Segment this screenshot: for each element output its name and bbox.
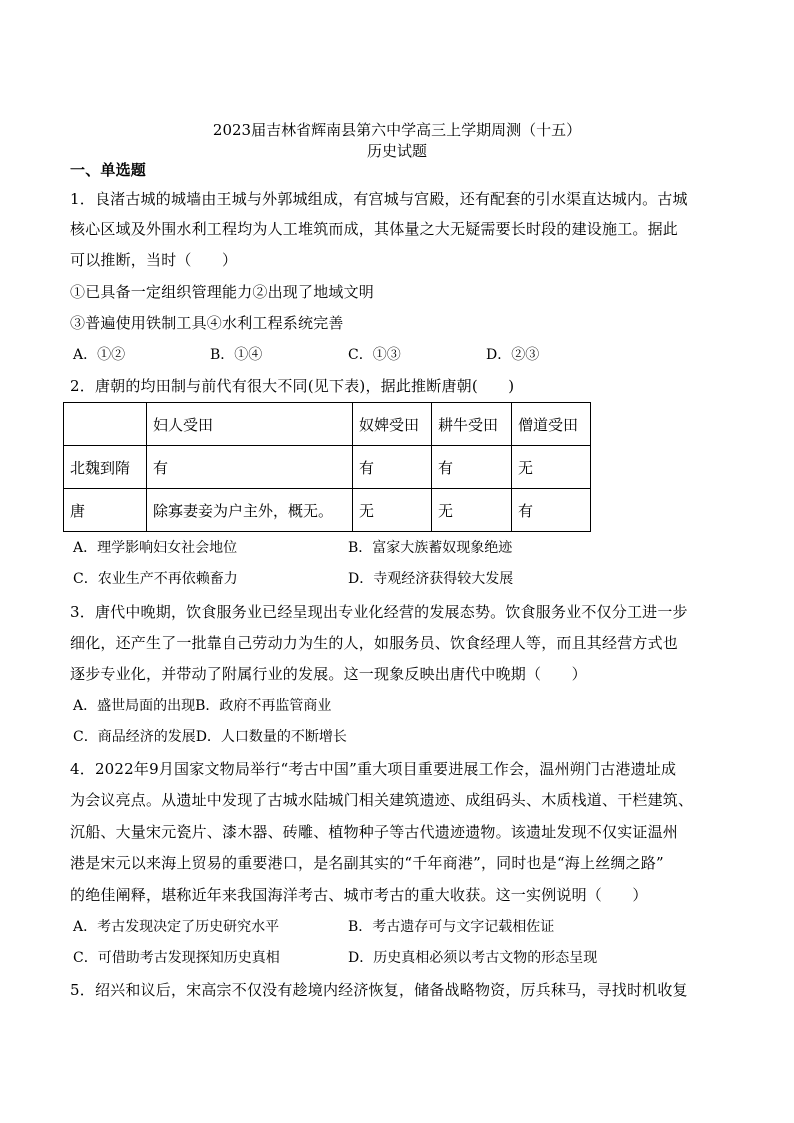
q4-option-a: A．考古发现决定了历史研究水平 (73, 919, 280, 935)
q3-option-ab: A．盛世局面的出现B．政府不再监管商业 (73, 698, 332, 714)
q1-line-1: 1．良渚古城的城墙由王城与外郭城组成，有宫城与宫殿，还有配套的引水渠直达城内。古城 (70, 190, 688, 208)
q1-line-3: 可以推断，当时（ ） (70, 251, 238, 269)
table-header-cell: 僧道受田 (512, 403, 591, 446)
section-heading: 一、单选题 (70, 161, 147, 179)
q1-option-a: A．①② (73, 347, 126, 363)
q4-option-c: C．可借助考古发现探知历史真相 (73, 950, 280, 966)
land-system-table (63, 402, 591, 532)
q1-option-b: B．①④ (210, 347, 263, 363)
table-cell: 无 (432, 489, 512, 532)
q4-line-4: 港是宋元以来海上贸易的重要港口，是名副其实的“千年商港”，同时也是“海上丝绸之路” (70, 854, 664, 872)
table-header-row (64, 403, 591, 446)
table-cell (64, 403, 147, 446)
table-cell: 唐 (64, 489, 147, 532)
table-cell: 有 (353, 446, 432, 489)
q1-line-2: 核心区域及外围水利工程均为人工堆筑而成，其体量之大无疑需要长时段的建设施工。据此 (70, 220, 679, 238)
table-header-cell: 奴婢受田 (353, 403, 432, 446)
table-row (64, 489, 591, 532)
q4-line-3: 沉船、大量宋元瓷片、漆木器、砖雕、植物种子等古代遗迹遗物。该遗址发现不仅实证温州 (70, 823, 679, 841)
q1-option-d: D．②③ (486, 347, 540, 363)
q2-stem: 2．唐朝的均田制与前代有很大不同(见下表)，据此推断唐朝( ) (70, 377, 515, 395)
q2-option-a: A．理学影响妇女社会地位 (73, 540, 238, 556)
table-cell: 有 (432, 446, 512, 489)
q3-line-2: 细化，还产生了一批靠自己劳动力为生的人，如服务员、饮食经理人等，而且其经营方式也 (70, 634, 679, 652)
table-row (64, 446, 591, 489)
exam-title: 2023届吉林省辉南县第六中学高三上学期周测（十五） (212, 121, 582, 139)
q4-line-1: 4．2022年9月国家文物局举行“考古中国”重大项目重要进展工作会，温州朔门古港遗址成 (70, 760, 677, 778)
table-cell: 有 (512, 489, 591, 532)
q2-option-b: B．富家大族蓄奴现象绝迹 (348, 540, 513, 556)
table-cell: 无 (353, 489, 432, 532)
q5-line-1: 5．绍兴和议后，宋高宗不仅没有趁境内经济恢复，储备战略物资，厉兵秣马，寻找时机收复 (70, 981, 688, 999)
table-cell: 无 (512, 446, 591, 489)
q1-line-4: ①已具备一定组织管理能力②出现了地域文明 (70, 283, 375, 301)
q1-option-c: C．①③ (348, 347, 401, 363)
q1-line-5: ③普遍使用铁制工具④水利工程系统完善 (70, 314, 344, 332)
q3-line-1: 3．唐代中晚期，饮食服务业已经呈现出专业化经营的发展态势。饮食服务业不仅分工进一步 (70, 603, 688, 621)
q4-line-2: 为会议亮点。从遗址中发现了古城水陆城门相关建筑遗迹、成组码头、木质栈道、干栏建筑、 (70, 791, 694, 809)
table-header-cell: 耕牛受田 (432, 403, 512, 446)
q4-option-b: B．考古遗存可与文字记载相佐证 (348, 919, 555, 935)
q3-line-3: 逐步专业化，并带动了附属行业的发展。这一现象反映出唐代中晚期（ ） (70, 665, 587, 683)
table-header-cell: 妇人受田 (147, 403, 353, 446)
table-cell: 有 (147, 446, 353, 489)
q2-option-c: C．农业生产不再依赖畜力 (73, 571, 238, 587)
q4-line-5: 的绝佳阐释，堪称近年来我国海洋考古、城市考古的重大收获。这一实例说明（ ） (70, 886, 648, 904)
q3-option-cd: C．商品经济的发展D．人口数量的不断增长 (73, 729, 347, 745)
exam-subtitle: 历史试题 (366, 142, 427, 160)
table-cell: 北魏到隋 (64, 446, 147, 489)
q4-option-d: D．历史真相必须以考古文物的形态呈现 (348, 950, 598, 966)
table-cell: 除寡妻妾为户主外，概无。 (147, 489, 353, 532)
q2-option-d: D．寺观经济获得较大发展 (348, 571, 514, 587)
